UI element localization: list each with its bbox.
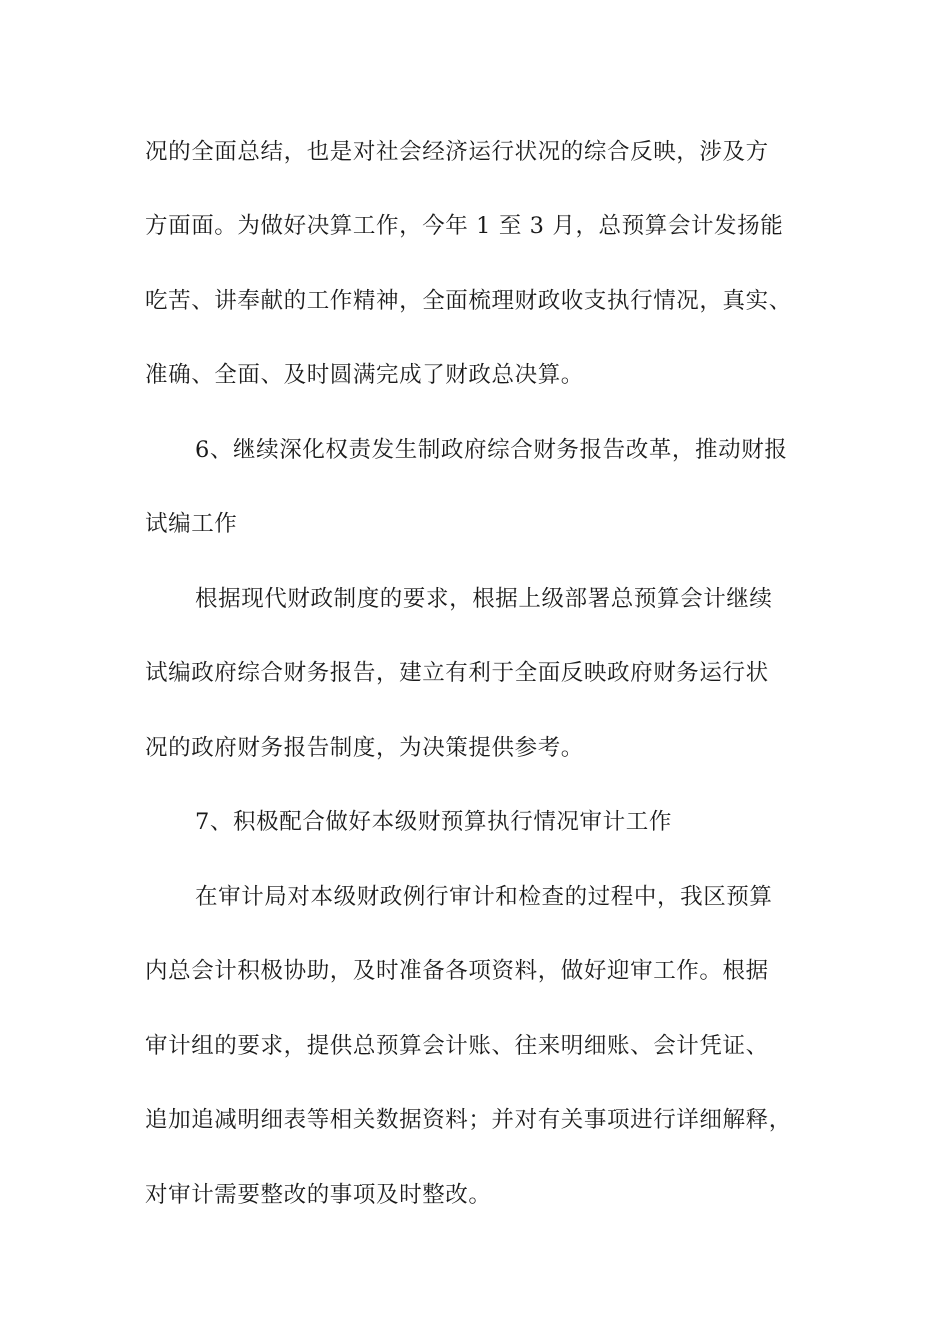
section-heading-6-continued: 试编工作: [145, 511, 238, 537]
paragraph-line: 在审计局对本级财政例行审计和检查的过程中，我区预算: [195, 884, 773, 910]
paragraph-line: 对审计需要整改的事项及时整改。: [145, 1182, 492, 1208]
paragraph-line: 根据现代财政制度的要求，根据上级部署总预算会计继续: [195, 586, 773, 612]
section-heading-7: 7、积极配合做好本级财预算执行情况审计工作: [195, 809, 672, 835]
paragraph-line: 内总会计积极协助，及时准备各项资料，做好迎审工作。根据: [145, 958, 769, 984]
paragraph-line: 审计组的要求，提供总预算会计账、往来明细账、会计凭证、: [145, 1033, 769, 1059]
paragraph-line: 况的全面总结，也是对社会经济运行状况的综合反映，涉及方: [145, 139, 769, 165]
paragraph-line: 试编政府综合财务报告，建立有利于全面反映政府财务运行状: [145, 660, 769, 686]
paragraph-line: 方面面。为做好决算工作，今年 1 至 3 月，总预算会计发扬能: [145, 213, 784, 239]
paragraph-line: 吃苦、讲奉献的工作精神，全面梳理财政收支执行情况，真实、: [145, 288, 792, 314]
paragraph-line: 追加追减明细表等相关数据资料；并对有关事项进行详细解释，: [145, 1107, 792, 1133]
section-heading-6: 6、继续深化权责发生制政府综合财务报告改革，推动财报: [195, 437, 788, 463]
paragraph-line: 准确、全面、及时圆满完成了财政总决算。: [145, 362, 584, 388]
paragraph-line: 况的政府财务报告制度，为决策提供参考。: [145, 735, 584, 761]
